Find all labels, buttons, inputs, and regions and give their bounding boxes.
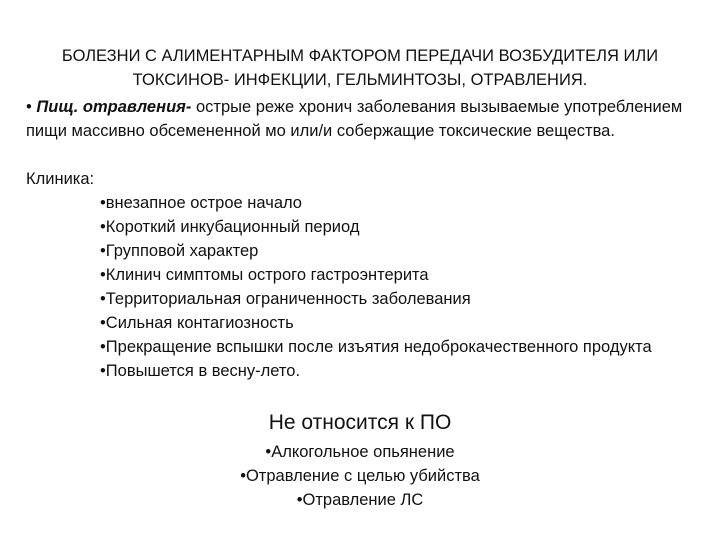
clinic-item: • Территориальная ограниченность заболевания (100, 287, 660, 311)
clinic-item: • Сильная контагиозность (100, 311, 660, 335)
clinic-item: • Короткий инкубационный период (100, 215, 660, 239)
exclusions-heading: Не относится к ПО (268, 411, 452, 434)
clinic-item: • Прекращение вспышки после изъятия недоброкачественного продукта (100, 335, 660, 359)
intro-term: Пищ. отравления- (36, 98, 192, 116)
clinic-list (100, 191, 660, 383)
intro-paragraph (26, 95, 686, 143)
exclusions-list (0, 440, 720, 512)
slide-title (20, 44, 700, 92)
exclusion-item: • Алкогольное опьянение (0, 440, 720, 464)
clinic-item: • внезапное острое начало (100, 191, 660, 215)
intro-text: острые реже хронич заболевания вызываемые употреблением пищи массивно обсемененной мо или/и собержащие токсические вещества. (26, 98, 683, 140)
clinic-label: Клиника: (26, 170, 95, 188)
clinic-item: • Клинич симптомы острого гастроэнтерита (100, 263, 660, 287)
intro-bullet: • (26, 98, 32, 116)
title-line-2: ТОКСИНОВ- ИНФЕКЦИИ, ГЕЛЬМИНТОЗЫ, ОТРАВЛЕНИЯ. (132, 71, 588, 89)
clinic-item: • Повышется в весну-лето. (100, 359, 660, 383)
clinic-item: • Групповой характер (100, 239, 660, 263)
exclusion-item: • Отравление с целью убийства (0, 464, 720, 488)
title-line-1: БОЛЕЗНИ С АЛИМЕНТАРНЫМ ФАКТОРОМ ПЕРЕДАЧИ ВОЗБУДИТЕЛЯ ИЛИ (61, 47, 659, 65)
exclusion-item: • Отравление ЛС (0, 488, 720, 512)
